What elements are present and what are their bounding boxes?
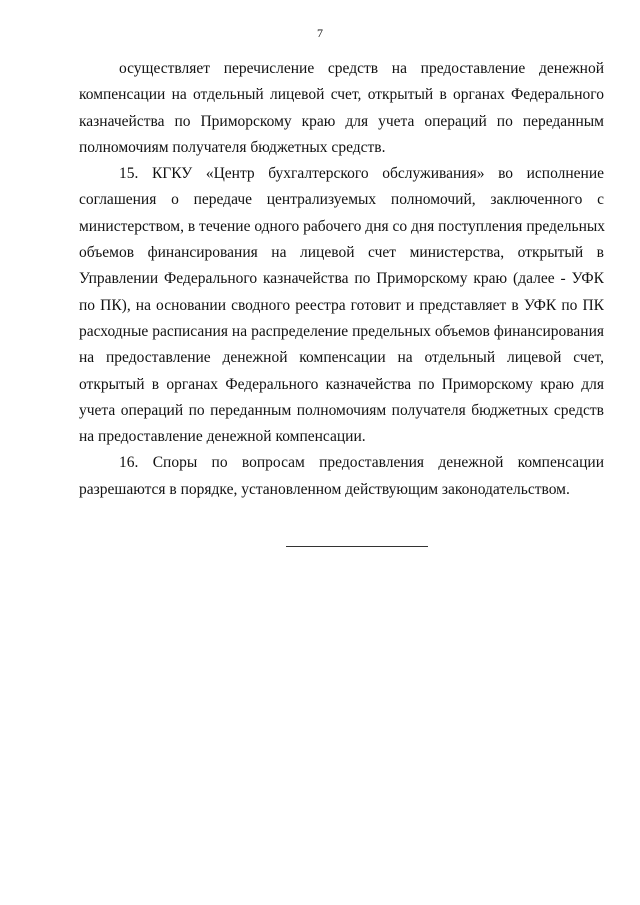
text-line: министерством, в течение одного рабочего дня со дня поступления предельных xyxy=(79,217,606,235)
paragraph-15 xyxy=(79,161,604,450)
text-line: 15. КГКУ «Центр бухгалтерского обслуживания» во исполнение xyxy=(119,165,604,183)
text-line: на предоставление денежной компенсации на отдельный лицевой счет, xyxy=(79,349,604,367)
text-line: разрешаются в порядке, установленном действующим законодательством. xyxy=(79,480,570,498)
text-line: 16. Споры по вопросам предоставления денежной компенсации xyxy=(119,454,604,472)
paragraph-16 xyxy=(79,450,604,503)
text-line: компенсации на отдельный лицевой счет, открытый в органах Федерального xyxy=(79,86,604,104)
text-line: казначейства по Приморскому краю для учета операций по переданным xyxy=(79,112,604,130)
document-body xyxy=(79,56,604,503)
text-line: по ПК), на основании сводного реестра готовит и представляет в УФК по ПК xyxy=(79,296,604,314)
text-line: объемов финансирования на лицевой счет министерства, открытый в xyxy=(79,244,604,262)
text-line: на предоставление денежной компенсации. xyxy=(79,428,366,446)
text-line: осуществляет перечисление средств на предоставление денежной xyxy=(119,60,604,77)
text-line: расходные расписания на распределение предельных объемов финансирования xyxy=(79,322,604,340)
text-line: учета операций по переданным полномочиям получателя бюджетных средств xyxy=(79,401,604,419)
end-divider xyxy=(286,546,428,547)
text-line: полномочиям получателя бюджетных средств. xyxy=(79,138,386,156)
page-number: 7 xyxy=(317,26,323,40)
paragraph-continuation xyxy=(79,56,604,161)
text-line: открытый в органах Федерального казначейства по Приморскому краю для xyxy=(79,375,604,393)
text-line: соглашения о передаче централизуемых полномочий, заключенного с xyxy=(79,191,604,209)
text-line: Управлении Федерального казначейства по Приморскому краю (далее - УФК xyxy=(79,270,604,288)
